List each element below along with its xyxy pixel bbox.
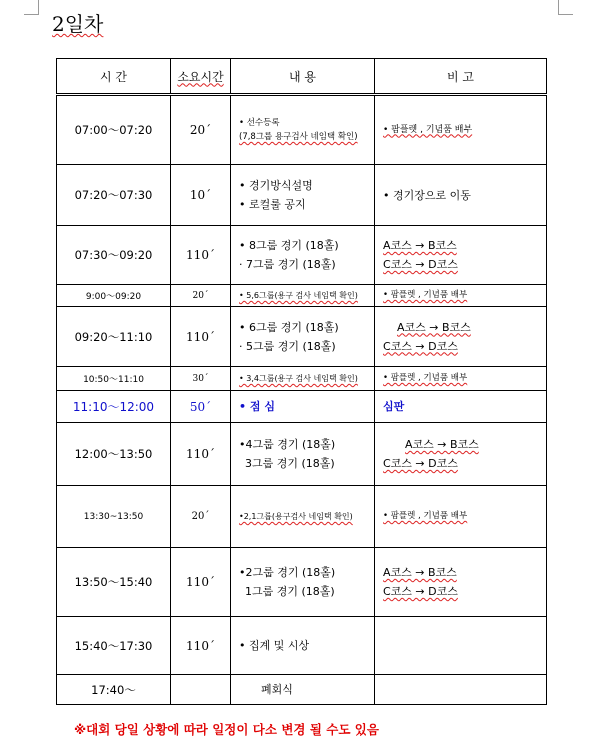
cell-duration: 30´ — [171, 367, 231, 391]
cell-remark: • 팜플렛 , 기념품 배부 — [375, 95, 547, 165]
table-row — [57, 285, 547, 307]
cell-duration: 110´ — [171, 423, 231, 486]
cell-time: 07:30～09:20 — [57, 226, 171, 285]
schedule-note: ※대회 당일 상황에 따라 일정이 다소 변경 될 수도 있음 — [74, 722, 379, 737]
header-duration: 소요시간 — [171, 59, 231, 95]
cell-content: • 집계 및 시상 — [231, 617, 375, 675]
cell-duration: 110´ — [171, 226, 231, 285]
cell-duration: 110´ — [171, 307, 231, 367]
header-content: 내 용 — [231, 59, 375, 95]
cell-duration: 20´ — [171, 285, 231, 307]
table-row — [57, 307, 547, 367]
cell-content: • 선수등록 (7,8그룹 용구검사 네임택 확인) — [231, 95, 375, 165]
cell-time: 09:20～11:10 — [57, 307, 171, 367]
cell-content: •4그룹 경기 (18홀) 3그룹 경기 (18홀) — [231, 423, 375, 486]
cell-duration: 10´ — [171, 165, 231, 226]
cell-remark — [375, 617, 547, 675]
cell-content: • 3,4그룹(용구 검사 네임택 확인) — [231, 367, 375, 391]
page-title: 2일차 — [52, 12, 104, 36]
table-row — [57, 165, 547, 226]
cell-time: 13:50～15:40 — [57, 548, 171, 617]
table-row — [57, 617, 547, 675]
header-row — [57, 59, 547, 95]
cell-time: 13:30~13:50 — [57, 486, 171, 548]
cell-duration: 20´ — [171, 95, 231, 165]
table-row — [57, 423, 547, 486]
cell-remark: A코스 → B코스 C코스 → D코스 — [375, 423, 547, 486]
cell-time: 9:00～09:20 — [57, 285, 171, 307]
cell-duration: 110´ — [171, 617, 231, 675]
page-corner-mark-left — [24, 0, 39, 15]
cell-content: 폐회식 — [231, 675, 375, 705]
schedule-table — [56, 58, 547, 705]
cell-remark: 심판 — [375, 391, 547, 423]
table-row — [57, 95, 547, 165]
cell-duration: 50´ — [171, 391, 231, 423]
header-time: 시 간 — [57, 59, 171, 95]
cell-content: • 경기방식설명 • 로컬룰 공지 — [231, 165, 375, 226]
table-row — [57, 486, 547, 548]
cell-remark — [375, 675, 547, 705]
table-row — [57, 367, 547, 391]
cell-time: 07:20～07:30 — [57, 165, 171, 226]
cell-time: 11:10～12:00 — [57, 391, 171, 423]
cell-time: 07:00～07:20 — [57, 95, 171, 165]
cell-content: • 8그룹 경기 (18홀) · 7그룹 경기 (18홀) — [231, 226, 375, 285]
cell-remark: • 팜플렛 , 기념품 배부 — [375, 367, 547, 391]
cell-remark: A코스 → B코스 C코스 → D코스 — [375, 548, 547, 617]
cell-time: 15:40～17:30 — [57, 617, 171, 675]
cell-duration — [171, 675, 231, 705]
cell-remark: A코스 → B코스 C코스 → D코스 — [375, 307, 547, 367]
cell-remark: A코스 → B코스 C코스 → D코스 — [375, 226, 547, 285]
cell-content: • 점 심 — [231, 391, 375, 423]
cell-content: • 5,6그룹(용구 검사 네임택 확인) — [231, 285, 375, 307]
table-row — [57, 226, 547, 285]
table-row — [57, 391, 547, 423]
cell-content: •2,1그룹(용구검사 네임택 확인) — [231, 486, 375, 548]
cell-content: •2그룹 경기 (18홀) 1그룹 경기 (18홀) — [231, 548, 375, 617]
cell-remark: • 경기장으로 이동 — [375, 165, 547, 226]
header-remark: 비 고 — [375, 59, 547, 95]
cell-remark: • 팜플렛 , 기념품 배부 — [375, 486, 547, 548]
cell-remark: • 팜플렛 , 기념품 배부 — [375, 285, 547, 307]
cell-duration: 20´ — [171, 486, 231, 548]
table-row — [57, 548, 547, 617]
cell-time: 12:00～13:50 — [57, 423, 171, 486]
cell-time: 17:40～ — [57, 675, 171, 705]
table-row — [57, 675, 547, 705]
cell-time: 10:50～11:10 — [57, 367, 171, 391]
page-corner-mark-right — [558, 0, 573, 15]
cell-content: • 6그룹 경기 (18홀) · 5그룹 경기 (18홀) — [231, 307, 375, 367]
cell-duration: 110´ — [171, 548, 231, 617]
